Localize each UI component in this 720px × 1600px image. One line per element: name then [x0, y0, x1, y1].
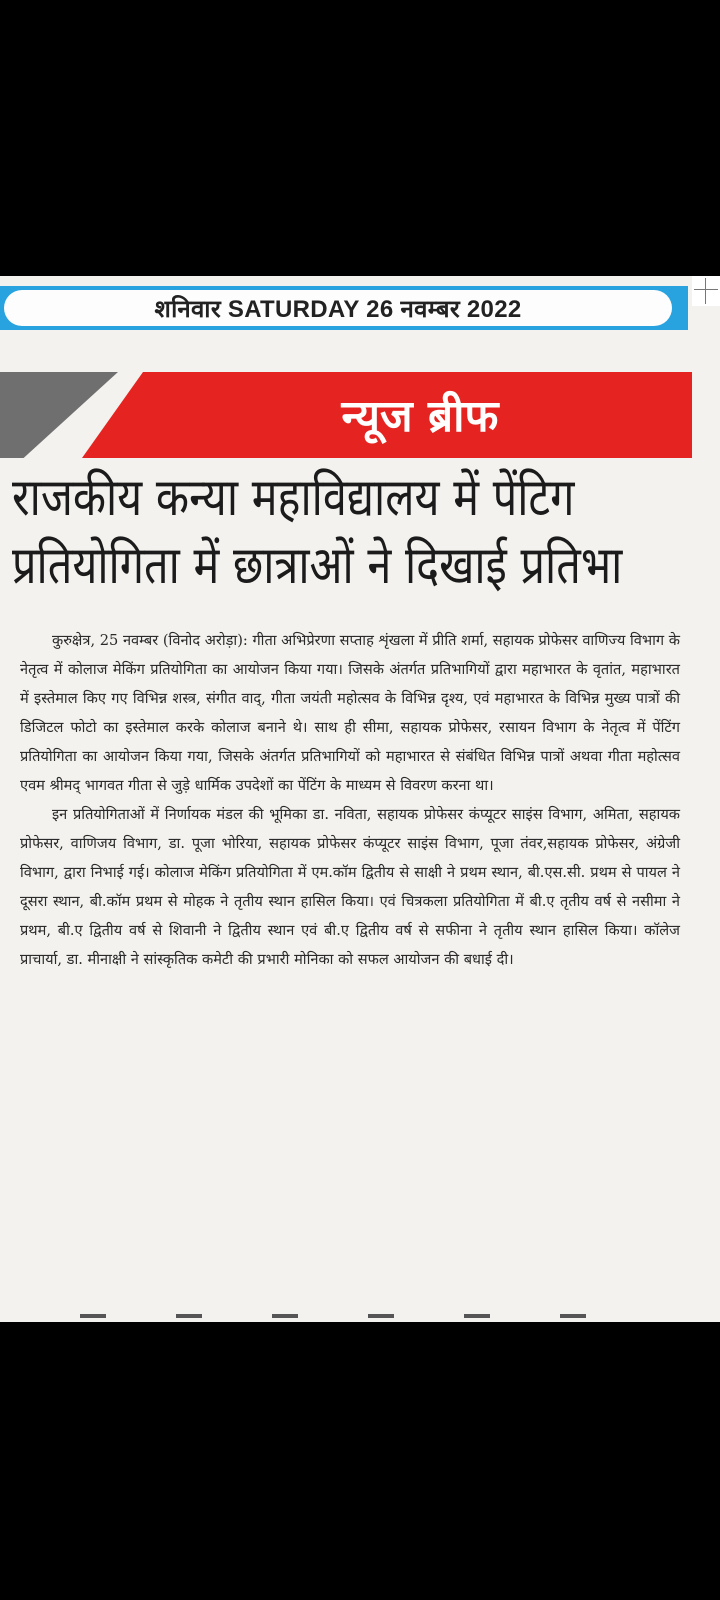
dateline-pill	[4, 290, 672, 326]
article-body	[20, 626, 680, 974]
newspaper-clipping	[0, 276, 720, 1322]
section-banner-title: न्यूज ब्रीफ	[341, 391, 499, 442]
article-paragraph-1: कुरुक्षेत्र, 25 नवम्बर (विनोद अरोड़ा): गीता अभिप्रेरणा सप्ताह शृंखला में प्रीति शर्मा, सहायक प्रोफेसर वाणिज्य विभाग के नेतृत्व में कोलाज मेकिंग प्रतियोगिता का आयोजन किया गया। जिसके अंतर्गत प्रतिभागियों द्वारा महाभारत के वृतांत, महाभारत में इस्तेमाल किए गए विभिन्न शस्त्र, संगीत वाद्, गीता जयंती महोत्सव के विभिन्न दृश्य, एवं महाभारत के विभिन्न मुख्य पात्रों की डिजिटल फोटो का इस्तेमाल करके कोलाज बनाने थे। साथ ही सीमा, सहायक प्रोफेसर, रसायन विभाग के नेतृत्व में पेंटिंग प्रतियोगिता का आयोजन किया गया, जिसके अंतर्गत प्रतिभागियों को महाभारत से संबंधित विभिन्न पात्रों अथवा गीता महोत्सव एवम श्रीमद् भागवत गीता से जुड़े धार्मिक उपदेशों का पेंटिंग के माध्यम से विवरण करना था।	[20, 632, 680, 794]
headline-line-2: प्रतियोगिता में छात्राओं ने दिखाई प्रतिभा	[12, 536, 623, 596]
dateline-bar	[0, 286, 688, 330]
cut-off-next-headline	[0, 1294, 720, 1322]
article-headline	[12, 464, 693, 600]
dateline-text: शनिवार SATURDAY 26 नवम्बर 2022	[154, 295, 522, 323]
crop-mark-icon	[692, 276, 720, 306]
headline-line-1: राजकीय कन्या महाविद्यालय में पेंटिग	[12, 468, 575, 528]
article-paragraph-2: इन प्रतियोगिताओं में निर्णायक मंडल की भूमिका डा. नविता, सहायक प्रोफेसर कंप्यूटर साइंस विभाग, अमिता, सहायक प्रोफेसर, वाणिजय विभाग, डा. पूजा भोरिया, सहायक प्रोफेसर कंप्यूटर साइंस विभाग, पूजा तंवर,सहायक प्रोफेसर, अंग्रेजी विभाग, द्वारा निभाई गई। कोलाज मेकिंग प्रतियोगिता में एम.कॉम द्वितीय से साक्षी ने प्रथम स्थान, बी.एस.सी. प्रथम से पायल ने दूसरा स्थान, बी.कॉम प्रथम से मोहक ने तृतीय स्थान हासिल किया। एवं चित्रकला प्रतियोगिता में बी.ए तृतीय वर्ष से नसीमा ने प्रथम, बी.ए द्वितीय वर्ष से शिवानी ने द्वितीय स्थान एवं बी.ए द्वितीय वर्ष से सफीना ने तृतीय स्थान हासिल किया। कॉलेज प्राचार्या, डा. मीनाक्षी ने सांस्कृतिक कमेटी की प्रभारी मोनिका को सफल आयोजन की बधाई दी।	[20, 806, 680, 968]
